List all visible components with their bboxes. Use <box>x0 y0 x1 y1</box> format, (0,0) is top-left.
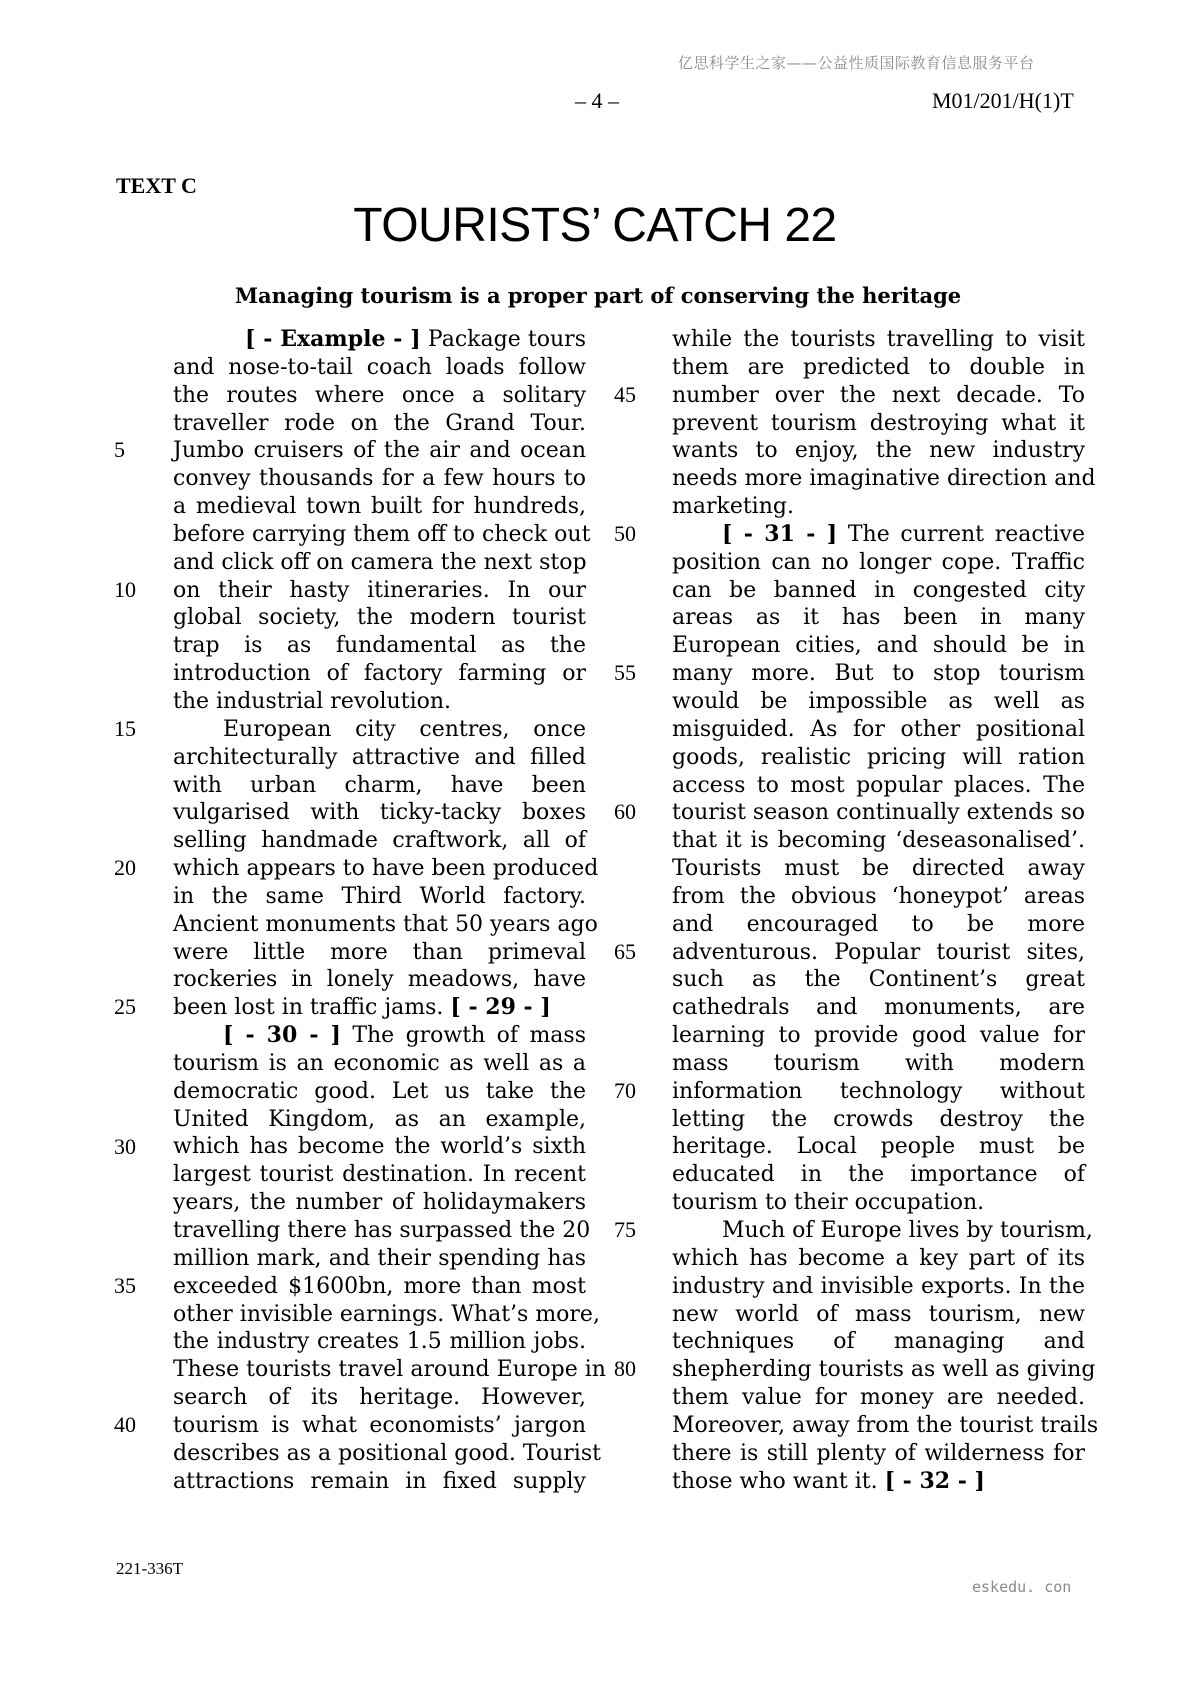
line-text: adventurous. Popular tourist sites, <box>672 939 1085 965</box>
line-text: number over the next decade. To <box>672 382 1085 408</box>
text-line <box>173 382 586 410</box>
line-text: other invisible earnings. What’s more, <box>173 1301 600 1327</box>
line-text: vulgarised with ticky-tacky boxes <box>173 800 586 826</box>
line-text: introduction of factory farming or <box>173 661 586 687</box>
line-text: Tourists must be directed away <box>672 856 1085 882</box>
line-number: 35 <box>114 1272 136 1298</box>
line-number: 55 <box>614 660 636 686</box>
line-text: shepherding tourists as well as giving <box>672 1357 1096 1383</box>
line-number: 45 <box>614 381 636 407</box>
text-line <box>173 604 586 632</box>
line-text: tourism is what economists’ jargon <box>173 1412 586 1438</box>
right-text-column <box>672 326 1099 1495</box>
text-line <box>173 688 586 716</box>
line-text: before carrying them off to check out <box>173 521 591 547</box>
line-text: and encouraged to be more <box>672 911 1085 937</box>
line-text: with urban charm, have been <box>173 772 586 798</box>
line-text: largest tourist destination. In recent <box>173 1162 586 1188</box>
text-line <box>173 493 586 521</box>
line-text: The growth of mass <box>340 1023 586 1049</box>
line-text: them are predicted to double in <box>672 354 1085 380</box>
text-line <box>672 382 1085 410</box>
text-line <box>672 1245 1085 1273</box>
text-line <box>173 354 586 382</box>
text-line <box>173 549 586 577</box>
line-number: 70 <box>614 1077 636 1103</box>
article-subtitle: Managing tourism is a proper part of conserving the heritage <box>234 283 962 308</box>
text-line <box>672 632 1085 660</box>
line-text: while the tourists travelling to visit <box>672 327 1085 352</box>
line-number: 25 <box>114 994 136 1020</box>
text-line <box>672 354 1085 382</box>
text-line <box>672 521 1085 549</box>
line-text: search of its heritage. However, <box>173 1385 586 1411</box>
line-text: rockeries in lonely meadows, have <box>173 967 586 993</box>
line-text: attractions remain in fixed supply <box>173 1468 586 1494</box>
text-line <box>672 716 1085 744</box>
text-line <box>672 772 1085 800</box>
text-line <box>672 660 1085 688</box>
line-text: The current reactive <box>837 521 1085 547</box>
text-line <box>672 939 1085 967</box>
watermark-bottom: eskedu. con <box>972 1578 1072 1596</box>
line-text: letting the crowds destroy the <box>672 1106 1085 1132</box>
line-text: European cities, and should be in <box>672 633 1085 659</box>
line-text: trap is as fundamental as the <box>173 633 586 659</box>
text-line <box>672 799 1085 827</box>
line-text: in the same Third World factory. <box>173 883 586 909</box>
text-line <box>173 437 586 465</box>
text-line <box>173 911 598 939</box>
answer-blank: [ - Example - ] <box>245 326 421 352</box>
line-number: 65 <box>614 938 636 964</box>
text-line <box>672 1078 1085 1106</box>
text-line <box>173 1189 586 1217</box>
line-text: cathedrals and monuments, are <box>672 995 1085 1021</box>
line-text: which has become the world’s sixth <box>173 1134 586 1160</box>
text-line <box>173 1440 601 1468</box>
text-line <box>672 577 1085 605</box>
line-text: which has become a key part of its <box>672 1245 1085 1271</box>
text-line <box>173 1356 606 1384</box>
line-number: 15 <box>114 715 136 741</box>
text-line <box>672 1050 1085 1078</box>
text-line <box>173 744 586 772</box>
line-text: that it is becoming ‘deseasonalised’. <box>672 828 1085 854</box>
text-line <box>672 1217 1093 1245</box>
answer-blank: [ - 29 - ] <box>450 994 551 1021</box>
line-text: exceeded $1600bn, more than most <box>173 1273 586 1299</box>
text-line <box>672 744 1085 772</box>
text-line <box>173 827 586 855</box>
text-line <box>672 604 1085 632</box>
line-text: position can no longer cope. Traffic <box>672 549 1085 575</box>
page-number: – 4 – <box>575 88 619 113</box>
answer-blank: [ - 32 - ] <box>884 1467 985 1494</box>
line-text: would be impossible as well as <box>672 688 1085 714</box>
line-text: marketing. <box>672 494 794 520</box>
text-line <box>173 577 586 605</box>
text-line <box>173 1050 586 1078</box>
line-text: selling handmade craftwork, all of <box>173 828 586 854</box>
text-line <box>173 883 586 911</box>
text-line <box>672 1273 1085 1301</box>
text-line <box>672 966 1085 994</box>
line-text: convey thousands for a few hours to <box>173 466 586 492</box>
text-line <box>173 855 599 883</box>
text-line <box>173 1022 586 1050</box>
line-text: been lost in traffic jams. <box>173 995 451 1021</box>
section-label: TEXT C <box>116 173 197 198</box>
line-text: from the obvious ‘honeypot’ areas <box>672 883 1085 909</box>
left-text-column <box>173 326 606 1495</box>
line-text: educated in the importance of <box>672 1162 1085 1188</box>
line-text: tourism is an economic as well as a <box>173 1050 586 1076</box>
line-text: heritage. Local people must be <box>672 1134 1085 1160</box>
line-text: which appears to have been produced <box>173 856 599 882</box>
line-text: misguided. As for other positional <box>672 716 1085 742</box>
text-line <box>173 660 586 688</box>
line-text: prevent tourism destroying what it <box>672 410 1085 436</box>
line-number: 50 <box>614 520 636 546</box>
document-code: M01/201/H(1)T <box>932 88 1074 113</box>
text-line <box>173 1106 586 1134</box>
text-line <box>173 521 591 549</box>
text-line <box>173 326 586 354</box>
text-line <box>672 994 1085 1022</box>
line-number: 75 <box>614 1217 636 1243</box>
line-text: such as the Continent’s great <box>672 967 1085 993</box>
text-line <box>672 1189 1085 1217</box>
line-text: traveller rode on the Grand Tour. <box>173 410 586 436</box>
line-text: global society, the modern tourist <box>173 605 586 631</box>
text-line <box>173 1245 586 1273</box>
line-text: the industry creates 1.5 million jobs. <box>173 1329 586 1355</box>
text-line <box>173 966 586 994</box>
line-text: wants to enjoy, the new industry <box>672 438 1085 464</box>
text-line <box>672 549 1085 577</box>
text-line <box>173 1078 586 1106</box>
line-text: and click off on camera the next stop <box>173 549 587 575</box>
line-number: 30 <box>114 1133 136 1159</box>
text-line <box>173 1217 591 1245</box>
text-line <box>672 688 1085 716</box>
text-line <box>173 632 586 660</box>
text-line <box>672 883 1085 911</box>
line-text: years, the number of holidaymakers <box>173 1190 586 1216</box>
line-text: tourist season continually extends so <box>672 800 1085 826</box>
text-line <box>173 1468 586 1496</box>
line-text: Moreover, away from the tourist trails <box>672 1412 1099 1438</box>
line-text: many more. But to stop tourism <box>672 661 1085 687</box>
line-text: tourism to their occupation. <box>672 1190 985 1216</box>
line-text: European city centres, once <box>223 716 586 742</box>
text-line <box>173 939 586 967</box>
text-line <box>672 855 1085 883</box>
line-text: a medieval town built for hundreds, <box>173 494 586 520</box>
text-line <box>672 465 1096 493</box>
line-text: industry and invisible exports. In the <box>672 1273 1085 1299</box>
text-line <box>672 1022 1085 1050</box>
text-line <box>672 1301 1085 1329</box>
line-text: techniques of managing and <box>672 1329 1085 1355</box>
footer-code: 221-336T <box>116 1559 184 1578</box>
line-text: those who want it. <box>672 1468 885 1494</box>
text-line <box>672 911 1085 939</box>
text-line <box>173 994 586 1022</box>
text-line <box>672 1384 1085 1412</box>
text-line <box>173 1384 586 1412</box>
line-number: 40 <box>114 1412 136 1438</box>
text-line <box>173 465 586 493</box>
line-number: 60 <box>614 799 636 825</box>
text-line <box>672 1412 1099 1440</box>
line-text: information technology without <box>672 1078 1085 1104</box>
text-line <box>672 1356 1096 1384</box>
text-line <box>672 437 1085 465</box>
line-text: Much of Europe lives by tourism, <box>722 1218 1093 1243</box>
text-line <box>672 1328 1085 1356</box>
text-line <box>173 772 586 800</box>
line-text: access to most popular places. The <box>672 772 1085 798</box>
text-line <box>672 827 1085 855</box>
line-text: there is still plenty of wilderness for <box>672 1440 1085 1466</box>
line-text: on their hasty itineraries. In our <box>173 577 586 603</box>
line-text: million mark, and their spending has <box>173 1245 586 1271</box>
text-line <box>672 1106 1085 1134</box>
line-text: learning to provide good value for <box>672 1023 1085 1049</box>
answer-blank: [ - 31 - ] <box>722 520 838 547</box>
line-text: can be banned in congested city <box>672 577 1085 603</box>
text-line <box>672 326 1085 354</box>
watermark-top: 亿思科学生之家——公益性质国际教育信息服务平台 <box>678 54 1035 72</box>
text-line <box>672 493 1085 521</box>
line-text: goods, realistic pricing will ration <box>672 744 1085 770</box>
line-text: These tourists travel around Europe in <box>173 1357 606 1383</box>
line-text: and nose-to-tail coach loads follow <box>173 354 586 380</box>
text-line <box>173 1273 586 1301</box>
line-number: 10 <box>114 576 136 602</box>
text-line <box>672 1133 1085 1161</box>
line-text: mass tourism with modern <box>672 1050 1085 1076</box>
line-text: United Kingdom, as an example, <box>173 1106 586 1132</box>
text-line <box>173 1133 586 1161</box>
text-line <box>173 799 586 827</box>
text-line <box>173 716 586 744</box>
text-line <box>173 1161 586 1189</box>
line-text: Jumbo cruisers of the air and ocean <box>173 438 586 464</box>
line-text: them value for money are needed. <box>672 1385 1085 1411</box>
text-line <box>173 1328 586 1356</box>
text-line <box>173 1301 600 1329</box>
line-text: areas as it has been in many <box>672 605 1085 631</box>
text-line <box>672 410 1085 438</box>
text-line <box>173 410 586 438</box>
line-number: 5 <box>114 437 125 463</box>
line-text: the routes where once a solitary <box>173 382 586 408</box>
line-text: the industrial revolution. <box>173 688 452 714</box>
line-text: new world of mass tourism, new <box>672 1301 1085 1327</box>
line-text: architecturally attractive and filled <box>173 744 586 770</box>
article-title: TOURISTS’ CATCH 22 <box>353 199 837 252</box>
line-text: Package tours <box>420 327 586 352</box>
line-text: were little more than primeval <box>173 939 586 965</box>
line-text: Ancient monuments that 50 years ago <box>173 911 598 937</box>
line-number: 20 <box>114 855 136 881</box>
line-text: needs more imaginative direction and <box>672 466 1096 492</box>
line-text: travelling there has surpassed the 20 <box>173 1218 591 1243</box>
text-line <box>672 1161 1085 1189</box>
text-line <box>173 1412 586 1440</box>
text-line <box>672 1468 1085 1496</box>
text-line <box>672 1440 1085 1468</box>
line-text: democratic good. Let us take the <box>173 1078 586 1104</box>
answer-blank: [ - 30 - ] <box>223 1022 341 1049</box>
line-text: describes as a positional good. Tourist <box>173 1440 601 1466</box>
line-number: 80 <box>614 1356 636 1382</box>
